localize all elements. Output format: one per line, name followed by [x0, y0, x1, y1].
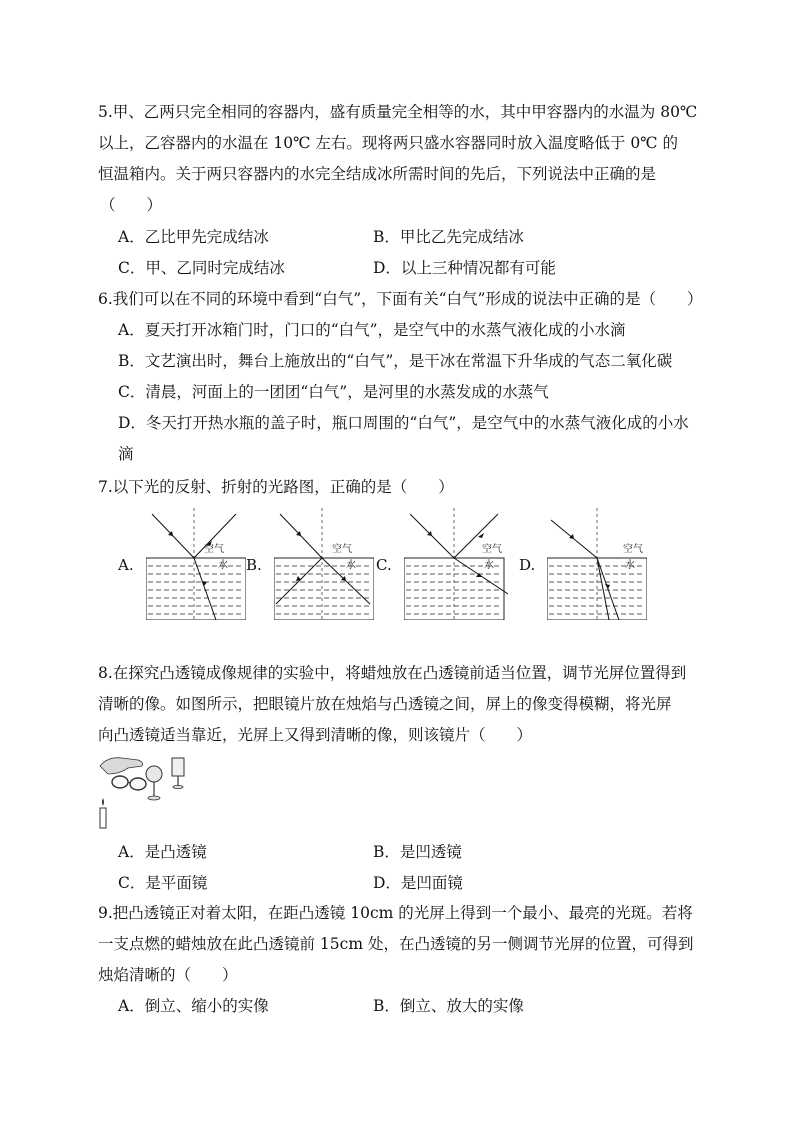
lens-experiment-illustration	[98, 752, 198, 834]
q8-stem-line-3: 向凸透镜适当靠近，光屏上又得到清晰的像，则该镜片（ ）	[98, 726, 533, 744]
air-label: 空气	[204, 544, 224, 555]
q5-stem-line-2: 以上，乙容器内的水温在 10℃ 左右。现将两只盛水容器同时放入温度略低于 0℃ 的	[98, 134, 678, 152]
q8-option-a[interactable]: A．是凸透镜	[118, 843, 207, 861]
q7-diagram-b	[274, 508, 374, 620]
q5-option-c[interactable]: C．甲、乙同时完成结冰	[118, 259, 285, 277]
q7-label-b[interactable]: B.	[246, 556, 262, 574]
q6-option-d[interactable]: D．冬天打开热水瓶的盖子时，瓶口周围的“白气”，是空气中的水蒸气液化成的小水	[118, 414, 689, 432]
q6-option-b[interactable]: B．文艺演出时，舞台上施放出的“白气”，是干冰在常温下升华成的气态二氧化碳	[118, 352, 673, 370]
q7-diagram-d	[547, 508, 647, 620]
q6-option-a[interactable]: A．夏天打开冰箱门时，门口的“白气”，是空气中的水蒸气液化成的小水滴	[118, 321, 626, 339]
water-label: 水	[218, 560, 228, 571]
q9-stem-line-2: 一支点燃的蜡烛放在此凸透镜前 15cm 处，在凸透镜的另一侧调节光屏的位置，可得到	[98, 935, 694, 953]
q6-option-c[interactable]: C．清晨，河面上的一团团“白气”，是河里的水蒸发成的水蒸气	[118, 383, 549, 401]
q8-stem-line-2: 清晰的像。如图所示，把眼镜片放在烛焰与凸透镜之间，屏上的像变得模糊，将光屏	[98, 695, 672, 713]
q8-option-d[interactable]: D．是凹面镜	[373, 874, 463, 892]
water-label: 水	[346, 560, 356, 571]
q5-option-d[interactable]: D．以上三种情况都有可能	[373, 259, 556, 277]
q9-option-b[interactable]: B．倒立、放大的实像	[373, 997, 524, 1015]
q5-answer-blank: （ ）	[100, 196, 163, 214]
air-label: 空气	[332, 544, 352, 555]
q7-diagram-a	[146, 508, 246, 620]
q9-stem-line-1: 9.把凸透镜正对着太阳，在距凸透镜 10cm 的光屏上得到一个最小、最亮的光斑。若将	[98, 904, 693, 922]
q7-label-d[interactable]: D.	[519, 556, 536, 574]
q7-label-c[interactable]: C.	[376, 556, 392, 574]
q7-stem: 7.以下光的反射、折射的光路图，正确的是（ ）	[98, 478, 454, 496]
q5-option-b[interactable]: B．甲比乙先完成结冰	[373, 228, 524, 246]
q7-label-a[interactable]: A.	[118, 556, 134, 574]
water-label: 水	[625, 560, 635, 571]
q8-stem-line-1: 8.在探究凸透镜成像规律的实验中，将蜡烛放在凸透镜前适当位置，调节光屏位置得到	[98, 664, 687, 682]
q8-option-b[interactable]: B．是凹透镜	[373, 843, 462, 861]
q5-stem-line-1: 5.甲、乙两只完全相同的容器内，盛有质量完全相等的水，其中甲容器内的水温为 80℃	[98, 103, 698, 121]
q6-stem: 6.我们可以在不同的环境中看到“白气”，下面有关“白气”形成的说法中正确的是（ ）	[98, 290, 703, 308]
q9-option-a[interactable]: A．倒立、缩小的实像	[118, 997, 269, 1015]
q5-stem-line-3: 恒温箱内。关于两只容器内的水完全结成冰所需时间的先后，下列说法中正确的是	[98, 165, 657, 183]
q5-option-a[interactable]: A．乙比甲先完成结冰	[118, 228, 269, 246]
q6-option-d-continued: 滴	[118, 445, 134, 463]
q9-stem-line-3: 烛焰清晰的（ ）	[98, 966, 238, 984]
air-label: 空气	[482, 544, 502, 555]
q7-diagram-c	[404, 508, 508, 620]
water-label: 水	[484, 560, 494, 571]
q8-option-c[interactable]: C．是平面镜	[118, 874, 208, 892]
air-label: 空气	[623, 544, 643, 555]
